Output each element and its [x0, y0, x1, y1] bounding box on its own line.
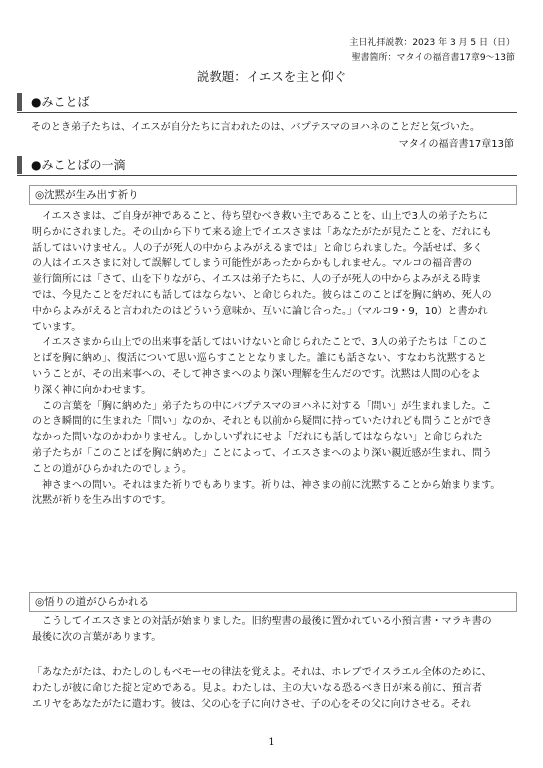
text-line: では、今見たことをだれにも話してはならない、と命じられた。彼らはこのことばを胸に納め、死人の: [32, 289, 492, 301]
section-heading-word: [17, 92, 517, 113]
text-line: ことの道がひらかれたのでしょう。: [32, 463, 192, 475]
text-line: 神さまへの問い。それはまた祈りでもあります。祈りは、神さまの前に沈黙することから始まります。: [32, 479, 501, 491]
text-line: 明らかにされました。その山から下りて来る途上でイエスさまは「あなたがたが見たことを、だれにも: [32, 226, 492, 238]
section-heading-word-label: ●みことば: [31, 95, 90, 109]
sermon-title: 説教題：イエスを主と仰ぐ: [196, 69, 347, 84]
paragraph-block-enlightenment: [32, 614, 492, 646]
text-line: イエスさまから山上での出来事を話してはいけないと命じられたことで、3人の弟子たちは「このこ: [32, 337, 488, 349]
text-line: 話してはいけません。人の子が死人の中からよみがえるまでは」と命じられました。今話せば、多く: [32, 242, 483, 254]
text-line: とばを胸に納め」、復活について思い巡らすこととなりました。誰にも話さない、すなわち沈黙すると: [32, 353, 487, 365]
text-line: エリヤをあなたがたに遣わす。彼は、父の心を子に向けさせ、子の心をその父に向けさせる。それ: [32, 698, 471, 710]
malachi-quote: [32, 665, 492, 712]
page-number: 1: [268, 737, 275, 748]
text-line: わたしが彼に命じた掟と定めである。見よ。わたしは、主の大いなる恐るべき日が来る前に、預言者: [32, 682, 482, 694]
text-line: の人はイエスさまに対して誤解してしまう可能性があったからかもしれません。マルコの福音書の: [32, 258, 473, 270]
subsection-heading-enlightenment-label: ◎悟りの道がひらかれる: [35, 596, 150, 608]
section-marker-bar: [17, 156, 22, 174]
section-heading-drop-label: ●みことばの一滴: [31, 158, 126, 172]
scripture-reference: 聖書箇所：マタイの福音書17章9〜13節: [351, 53, 515, 63]
verse-text: そのとき弟子たちは、イエスが自分たちに言われたのは、バプテスマのヨハネのことだと気づいた。: [31, 122, 480, 133]
text-line: 弟子たちが「このことばを胸に納めた」ことによって、イエスさまへのより深い親近感が生まれ、問う: [32, 447, 492, 459]
text-line: 中からよみがえると言われたのはどういう意味か、互いに論じ合った。」（マルコ9・9，10）と書かれ: [32, 305, 488, 317]
text-line: 最後に次の言葉があります。: [32, 631, 162, 643]
text-line: いうことが、その出来事への、そして神さまへのより深い理解を生んだのです。沈黙は人間の心をよ: [32, 368, 481, 380]
text-line: 沈黙が祈りを生み出すのです。: [32, 495, 172, 507]
subsection-heading-silence-label: ◎沈黙が生み出す祈り: [35, 189, 139, 201]
text-line: イエスさまは、ご自身が神であること、待ち望むべき救い主であることを、山上で3人の弟子たちに: [32, 211, 488, 222]
section-heading-drop: [17, 155, 517, 176]
text-line: 「あなたがたは、わたしのしもべモーセの律法を覚えよ。それは、ホレブでイスラエル全体のために、: [32, 667, 492, 678]
text-line: なかった問いなのかわかりません。しかしいずれにせよ「だれにも話してはならない」と命じられた: [32, 432, 483, 444]
section-marker-bar: [17, 93, 22, 111]
text-line: 並行箇所には「さて、山を下りながら、イエスは弟子たちに、人の子が死人の中からよみがえる時ま: [32, 274, 482, 286]
verse-citation: マタイの福音書17章13節: [398, 139, 514, 150]
subsection-heading-silence: [29, 185, 517, 205]
subsection-heading-enlightenment: [29, 592, 517, 612]
text-line: のとき瞬間的に生まれた「問い」なのか、それとも以前から疑問に持っていたけれども問うことができ: [32, 416, 492, 428]
text-line: こうしてイエスさまとの対話が始まりました。旧約聖書の最後に置かれている小預言書・マラキ書の: [32, 616, 492, 627]
service-date: 主日礼拝説教：2023 年 3 月 5 日（日）: [349, 38, 515, 48]
text-line: ています。: [32, 321, 82, 333]
text-line: この言葉を「胸に納めた」弟子たちの中にバプテスマのヨハネに対する「問い」が生まれました。こ: [32, 400, 492, 412]
paragraph-block-silence: [32, 209, 500, 509]
text-line: り深く神に向かわせます。: [32, 384, 152, 396]
